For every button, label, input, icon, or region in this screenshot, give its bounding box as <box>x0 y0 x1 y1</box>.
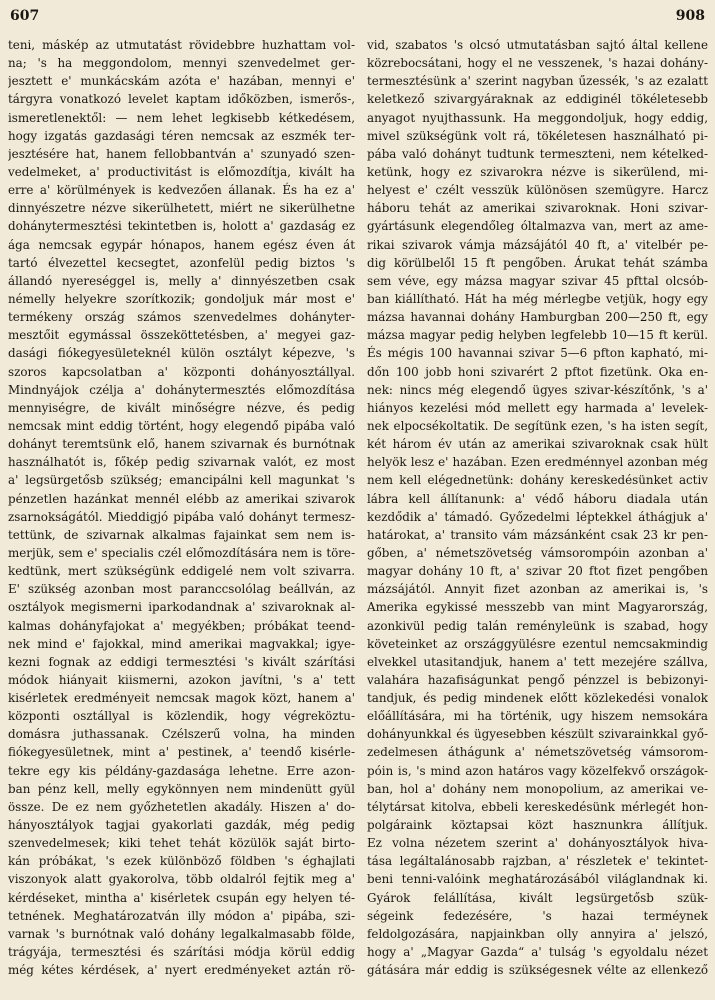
text-line: pénzetlen hazánkat mennél elébb az amerikai szivarok <box>8 491 355 506</box>
text-line: feldolgozására, napjainkban olly annyira a' jelszó, <box>367 926 708 941</box>
text-line: Amerika egykissé messzebb van mint Magyarország, <box>367 600 708 615</box>
text-line: nemcsak mint eddig történt, hogy elegendő pipába való <box>8 418 355 433</box>
text-line: tetnének. Meghatározatván illy módon a' pipába, szi- <box>8 908 355 923</box>
text-line: módok hiányait kiismerni, azokon javítni, 's a' tett <box>8 672 355 687</box>
text-line: na; 's ha meggondolom, mennyi szenvedelmet ger- <box>8 56 355 71</box>
text-line: hányosztályok tagjai gyakorlati gazdák, még pedig <box>8 818 355 833</box>
text-line: mesztőit egymással összeköttetésben, a' megyei gaz- <box>8 328 355 343</box>
text-line: dasági fiókegyesületeknél külön osztályt képezve, 's <box>8 346 355 361</box>
text-line: domásra juthassanak. Czélszerű volna, ha minden <box>8 727 355 742</box>
text-line: valahára hazafiságunkat pengő pénzzel is bebizonyi- <box>367 672 708 687</box>
text-line: viszonyok alatt gyakorolva, több oldalról fejtik meg a' <box>8 872 355 887</box>
text-line: kán próbákat, 's ezek különböző földben 's éghajlati <box>8 854 355 869</box>
text-line: jesztésére hat, hanem fellobbantván a' szunyadó szen- <box>8 146 355 161</box>
text-line: össze. De ez nem győzhetetlen akadály. Hiszen a' do- <box>8 799 355 814</box>
text-line: helyök lesz e' hazában. Ezen eredménnyel azonban még <box>367 455 708 470</box>
text-line: ségeink fedezésére, 's hazai terméynek <box>367 908 708 923</box>
text-line: rikai szivarok vámja mázsájától 40 ft, a' vitelbér pe- <box>367 237 708 252</box>
text-line: mázsa magyar pedig helyben legfelebb 10—15 ft kerül. <box>367 328 708 343</box>
text-line: És mégis 100 havannai szivar 5—6 pfton kapható, mi- <box>367 346 708 361</box>
text-line: tása legáltalánosabb rajzban, a' részletek e' tekintet- <box>367 854 708 869</box>
text-line: termesztésünk a' szerint nagyban űzessék, 's az ezalatt <box>367 74 708 89</box>
page-number-right: 908 <box>675 8 705 24</box>
text-line: dohányunkkal és ügyesebben készült szivarainkkal győ- <box>367 727 708 742</box>
text-line: követeinket az országgyülésre ezentul nemcsakmindig <box>367 636 708 651</box>
left-text-column <box>8 36 355 979</box>
text-line: trágyája, termesztési és szárítási módja körül eddig <box>8 945 355 960</box>
text-line: nek mind e' fajokkal, mind amerikai magvakkal; igye- <box>8 636 355 651</box>
text-line: lábra kell állítanunk: a' védő háboru diadala után <box>367 491 708 506</box>
text-line: határokat, a' transito vám mázsánként csak 23 kr pen- <box>367 527 708 542</box>
text-line: dohánytermesztési tekintetben is, holott a' gazdaság ez <box>8 219 355 234</box>
text-line: E' szükség azonban most paranccsolólag beállván, az <box>8 582 355 597</box>
text-line: merjük, sem e' specialis czél előmozdítására nem is töre- <box>8 545 355 560</box>
text-line: gyártásunk elegendőleg óltalmazva van, mert az ame- <box>367 219 708 234</box>
text-line: kalmas dohányfajokat a' megyékben; próbákat teend- <box>8 618 355 633</box>
text-line: magyar dohány 10 ft, a' szivar 20 ftot fizet pengőben <box>367 564 708 579</box>
text-line: fiókegyesületnek, mint a' pestinek, a' teendő kisérle- <box>8 745 355 760</box>
text-line: mennyiségre, de kivált minőségre nézve, és pedig <box>8 400 355 415</box>
text-line: kezdődik a' támadó. Győzedelmi léptekkel áthágjuk a' <box>367 509 708 524</box>
text-line: hogy a' „Magyar Gazda“ a' tulság 's egyoldalu nézet <box>367 945 708 960</box>
text-line: hogy izgatás gazdasági téren nemcsak az eszmék ter- <box>8 128 355 143</box>
text-line: tettünk, de szivarnak alkalmas fajainkat sem nem is- <box>8 527 355 542</box>
text-line: mivel szükségünk volt rá, tökéletesen használható pi- <box>367 128 708 143</box>
text-line: szenvedelmesek; kiki tehet tehát közülök saját birto- <box>8 836 355 851</box>
text-line: beni tenni-valóink meghatározásából világlandnak ki. <box>367 872 708 887</box>
text-line: mázsa havannai dohány Hamburgban 200—250 ft, egy <box>367 310 708 325</box>
text-line: tekre egy kis példány-gazdasága lehetne. Erre azon- <box>8 763 355 778</box>
text-line: kezni fognak az eddigi termesztési 's kivált szárítási <box>8 654 355 669</box>
text-line: szoros kapcsolatban a' központi dohányosztállyal. <box>8 364 355 379</box>
text-line: ban kiállítható. Hát ha még mérlegbe vetjük, hogy egy <box>367 291 708 306</box>
text-line: kedtünk, mert szükségünk eddigelé nem volt szivarra. <box>8 564 355 579</box>
text-line: Ez volna nézetem szerint a' dohányosztályok hiva- <box>367 836 708 851</box>
text-line: pába való dohányt tudtunk termeszteni, nem kételked- <box>367 146 708 161</box>
text-line: keletkező szivargyáraknak az eddiginél tökéletesebb <box>367 92 708 107</box>
text-line: Gyárok felállítása, kivált legsürgetősb szük- <box>367 890 708 905</box>
text-line: jesztett e' munkácskám azóta e' hazában, mennyi e' <box>8 74 355 89</box>
text-line: két három év után az amerikai szivaroknak csak hült <box>367 437 708 452</box>
text-line: zsarnokságától. Mieddigjó pipába való dohányt termesz- <box>8 509 355 524</box>
text-line: ketünk, hogy ez szivarokra nézve is sikerülend, mi- <box>367 164 708 179</box>
text-line: teni, máskép az utmutatást rövidebbre huzhattam vol- <box>8 38 355 52</box>
text-line: sem véve, egy mázsa magyar szivar 45 pfttal olcsób- <box>367 273 708 288</box>
text-line: némelly helyekre szorítkozik; gondoljuk már most e' <box>8 291 355 306</box>
text-line: ismeretlenektől: — nem lehet legkisebb kétkedésem, <box>8 110 355 125</box>
text-line: télytársat kitolva, ebbeli kereskedésünk mérlegét hon- <box>367 799 708 814</box>
text-line: gátására már eddig is szükségesnek vélte az ellenkező <box>367 963 708 978</box>
text-line: mázsájától. Annyit fizet azonban az amerikai is, 's <box>367 582 708 597</box>
text-line: dőn 100 jobb honi szivarért 2 pftot fizetünk. Oka en- <box>367 364 708 379</box>
text-line: dig körülbelől 15 ft pengőben. Árukat tehát számba <box>367 255 708 270</box>
text-line: ban pénz kell, melly egykönnyen nem mindenütt gyül <box>8 781 355 796</box>
text-line: anyagot nyujthassunk. Ha meggondoljuk, hogy eddig, <box>367 110 708 125</box>
text-line: dohányt teremtsünk elő, hanem szivarnak és burnótnak <box>8 437 355 452</box>
text-line: nek elpocsékoltatik. De segítünk ezen, 's ha isten segít, <box>367 418 708 433</box>
text-line: termékeny ország számos szenvedelmes dohányter- <box>8 310 355 325</box>
page-number-left: 607 <box>10 8 40 24</box>
text-line: ban, hol a' dohány nem monopolium, az amerikai ve- <box>367 781 708 796</box>
text-line: Mindnyájok czélja a' dohánytermesztés előmozdítása <box>8 382 355 397</box>
text-line: osztályok megismerni iparkodandnak a' szivaroknak al- <box>8 600 355 615</box>
text-line: tandjuk, és pedig mindenek előtt közlekedési vonalok <box>367 691 708 706</box>
text-line: helyest e' czélt vesszük különösen szemügyre. Harcz <box>367 183 708 198</box>
text-line: elvekkel utasitandjuk, hanem a' tett mezejére szállva, <box>367 654 708 669</box>
text-line: zedelmesen áthágunk a' németszövetség vámsorom- <box>367 745 708 760</box>
right-text-column <box>367 36 708 979</box>
text-line: gőben, a' németszövetség vámsorompóin azonban a' <box>367 545 708 560</box>
text-line: előállítására, mi ha történik, ugy hiszem nemsokára <box>367 709 708 724</box>
text-line: állandó nyereséggel is, melly a' dinnyészetben csak <box>8 273 355 288</box>
text-line: kisérletek eredményeit nemcsak magok közt, hanem a' <box>8 691 355 706</box>
text-line: polgáraink köztapsai közt hasznunkra állítjuk. <box>367 818 708 833</box>
text-line: dinnyészetre nézve sikerülhetett, miért ne sikerülhetne <box>8 201 355 216</box>
text-line: vid, szabatos 's olcsó utmutatásban sajtó által kellene <box>367 38 708 52</box>
text-line: központi osztállyal is közlendik, hogy végreköztu- <box>8 709 355 724</box>
text-line: használhatót is, főkép pedig szivarnak valót, ez most <box>8 455 355 470</box>
text-line: háboru tehát az amerikai szivaroknak. Honi szivar- <box>367 201 708 216</box>
text-line: kérdéseket, mintha a' kisérletek csupán egy helyen té- <box>8 890 355 905</box>
text-line: vedelmeket, a' productivitást is előmozdítja, kivált ha <box>8 164 355 179</box>
text-line: erre a' körülmények is kedvezően állanak. És ha ez a' <box>8 183 355 198</box>
text-line: ága nemcsak egypár hónapos, hanem egész éven át <box>8 237 355 252</box>
text-line: a' legsürgetősb szükség; emancipálni kell magunkat 's <box>8 473 355 488</box>
text-line: közrebocsátani, hogy el ne vesszenek, 's hazai dohány- <box>367 56 708 71</box>
text-line: tartó élvezettel kecsegtet, azonfelül pedig biztos 's <box>8 255 355 270</box>
text-line: nem kell elégednetünk: dohány kereskedésünket activ <box>367 473 708 488</box>
text-line: póin is, 's mind azon határos vagy közelfekvő országok- <box>367 763 708 778</box>
text-line: varnak 's burnótnak való dohány legalkalmasabb földe, <box>8 926 355 941</box>
text-line: azonkivül pedig talán reményleünk is szabad, hogy <box>367 618 708 633</box>
text-line: nek: nincs még elegendő ügyes szivar-készítőnk, 's a' <box>367 382 708 397</box>
text-line: még kétes kérdések, a' nyert eredményeket aztán rö- <box>8 963 355 978</box>
text-line: hiányos kezelési mód mellett egy harmada a' levelek- <box>367 400 708 415</box>
text-line: tárgyra vonatkozó levelet kaptam időközben, ismerős-, <box>8 92 355 107</box>
